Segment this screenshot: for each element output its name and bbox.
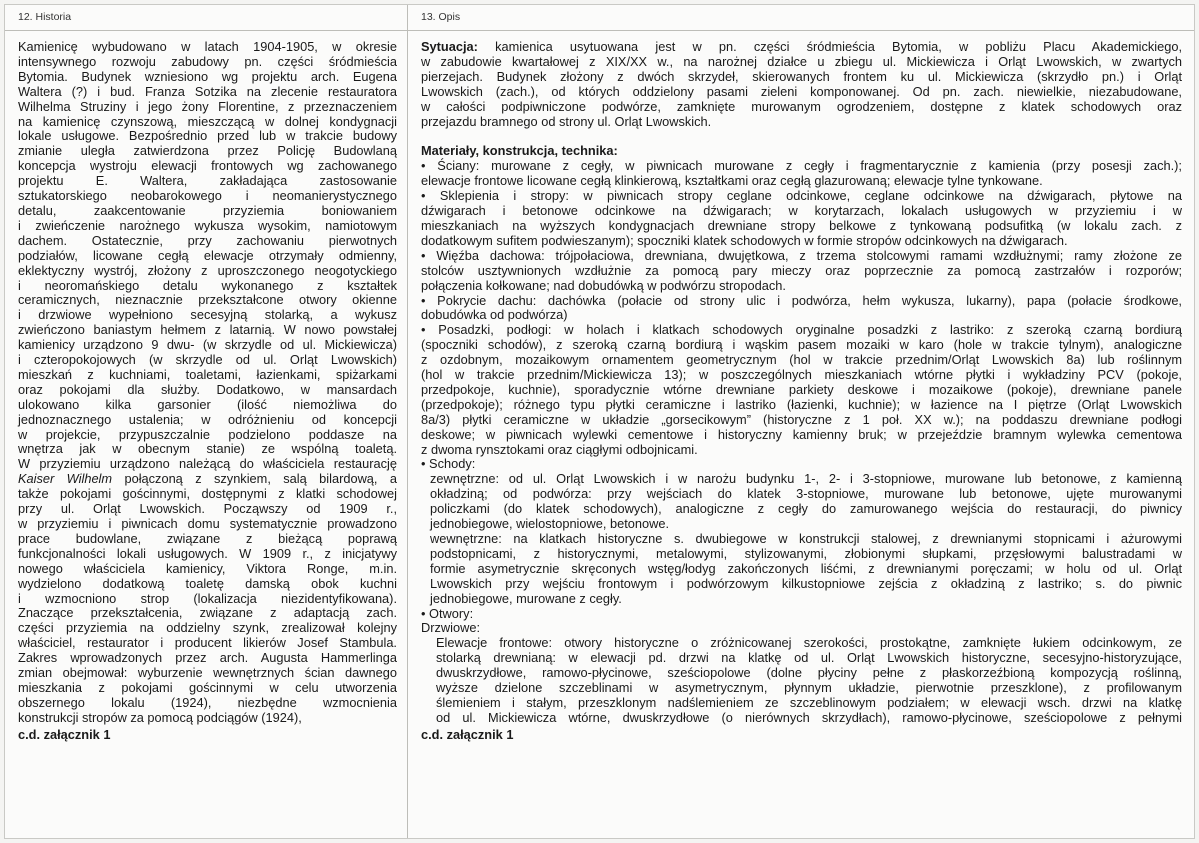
situation-line: w całości podpiwniczone podwórze, zamknięte murowanym ogrodzeniem, dostępne z klatek schodowych oraz — [421, 98, 1182, 114]
situation-line: w zabudowie kwartałowej z XIX/XX w., na narożnej działce u zbiegu ul. Mickiewicza i Orląt Lwowskich, w zwartych — [421, 53, 1182, 69]
history-line: i drzwiowe wypełniono secesyjną stolarką, a wykusz — [18, 307, 397, 323]
document-page — [4, 4, 1195, 839]
history-line: Kaiser Wilhelm połączoną z szynkiem, salą bilardową, a — [18, 471, 397, 487]
materials-line: dodatkowym sufitem podwieszanym); spoczniki klatek schodowych w formie stropów odcinkowych na dźwigarach. — [421, 232, 1068, 248]
history-line: detalu, zaakcentowanie przyziemia boniowaniem — [18, 202, 397, 218]
history-line: eklektyczny wystrój, złożony z uproszczonego neogotyckiego — [18, 262, 397, 278]
materials-line: stolców usztywnionych wzdłużnie za pomocą pary mieczy oraz poprzecznie za pomocą zastrzałów i rozporów; — [421, 262, 1182, 278]
materials-line: od ul. Mickiewicza wtórne, dwuskrzydłowe (o nierównych skrzydłach), ramowo-płycinowe, sześciopolowe z pełnymi — [436, 709, 1182, 725]
history-header: 12. Historia — [5, 5, 407, 31]
materials-line: z ozdobnym, mozaikowym ornamentem geometrycznym (hol w trakcie przednim/Orląt Lwowskich 8a) lub roślinnym — [421, 352, 1182, 368]
history-text — [18, 40, 397, 726]
history-line: intensywnego rozwoju zabudowy pn. części śródmieścia — [18, 53, 397, 69]
history-column — [5, 5, 408, 838]
materials-line: Lwowskich przy wejściu frontowym i podwórzowym kilkustopniowe zejścia z okładziną z lastriko; s. do piwnic — [430, 575, 1182, 591]
materials-text — [421, 159, 1182, 725]
materials-line: Elewacje frontowe: otwory historyczne o zróżnicowanej szerokości, prostokątne, zamknięte łukiem odcinkowym, ze — [436, 635, 1182, 651]
history-line: konstrukcji stropów za pomocą podciągów (1924), — [18, 709, 302, 725]
materials-line: dobudówka od podwórza) — [421, 307, 568, 323]
history-line: W przyziemiu urządzono należącą do właściciela restaurację — [18, 456, 397, 472]
materials-line: połączenia kołkowane; nad dobudówką w podwórzu stropodach. — [421, 277, 786, 293]
materials-line: stolarką drewnianą: w elewacji pd. drzwi na klatkę od ul. Orląt Lwowskich historyczne, secesyjno-historyzujące, — [436, 650, 1182, 666]
materials-line: 8a/3) płytki ceramiczne w układzie „gorsecikowym” (historyczne z 1 poł. XX w.); na poddaszu drewniane podłogi — [421, 411, 1182, 427]
materials-line: • Więźba dachowa: trójpołaciowa, drewniana, dwujętkowa, z trzema stolcowymi ramami wzdłużnymi; ramy złożone ze — [421, 247, 1182, 263]
materials-line: • Posadzki, podłogi: w holach i klatkach schodowych oryginalne posadzki z lastriko: z szeroką czarną bordiurą — [421, 322, 1182, 338]
materials-line: okładziną; od podwórza: przy wejściach do klatek 3-stopniowe, murowane lub betonowe, ujęte murowanymi — [430, 486, 1182, 502]
description-body — [408, 40, 1194, 838]
materials-line: jednobiegowe, murowane z cegły. — [430, 590, 622, 606]
history-line: wnętrza jak w obecnym stanie) ze wspólną toaletą. — [18, 441, 397, 457]
history-footer: c.d. załącznik 1 — [18, 726, 111, 742]
history-line: Wilhelma Struziny i jego żony Florentine, z przeznaczeniem — [18, 98, 397, 114]
history-line: Znaczące przekształcenia, związane z adaptacją zach. — [18, 605, 397, 621]
materials-heading: Materiały, konstrukcja, technika: — [421, 143, 618, 159]
materials-line: mieszkaniach na wyższych kondygnacjach drewniane stropy belkowe z tynkowaną podsufitką (w lokalu zach. z — [421, 217, 1182, 233]
history-line: wydzielono dodatkową toaletę damską obok kuchni — [18, 575, 397, 591]
materials-line: • Schody: — [421, 456, 476, 472]
materials-line: policzkami (do klatek schodowych), analogiczne z cegły do zamurowanego wejścia do restauracji, do piwnicy — [430, 501, 1182, 517]
situation-line: przejazdu bramnego od strony ul. Orląt Lwowskich. — [421, 113, 712, 129]
history-line: w projekcie, przypuszczalnie podzielono poddasze na — [18, 426, 397, 442]
materials-line: jednobiegowe, wielostopniowe, betonowe. — [430, 516, 670, 532]
history-line: jednoznacznego ustalenia; w odróżnieniu od koncepcji — [18, 411, 397, 427]
history-body — [5, 40, 407, 838]
materials-line: • Otwory: — [421, 605, 474, 621]
history-line: oraz pokojami dla służby. Dodatkowo, w mansardach — [18, 381, 397, 397]
history-line: Kamienicę wybudowano w latach 1904-1905, w okresie — [18, 39, 397, 54]
history-line: na kamienicę czynszową, mieszczącą w dolnej kondygnacji — [18, 113, 397, 129]
history-line: funkcjonalności lokali usługowych. W 1909 r., z inicjatywy — [18, 545, 397, 561]
materials-line: Drzwiowe: — [421, 620, 481, 636]
materials-line: (przedpokoje); różnego typu płytki ceramiczne i lastriko (łazienki, kuchnie); w łazience na I piętrze (Orląt Lwowskich — [421, 396, 1182, 412]
description-footer: c.d. załącznik 1 — [421, 726, 514, 742]
materials-line: podstopnicami, z historycznymi, metalowymi, stylizowanymi, złobionymi słupkami, przęsłowymi balustradami w — [430, 545, 1182, 561]
history-line: dachem. Ostatecznie, przy zachowaniu pierwotnych — [18, 232, 397, 248]
history-line: właściciel, restaurator i producent likierów Josef Stambula. — [18, 635, 397, 651]
materials-line: ślemieniem i stałym, przeszklonym nadślemieniem ze szczeblinowym podziałem; w elewacji wsch. drzwi na klatkę — [436, 694, 1182, 710]
history-line: podziałów, licowane cegłą elewacje otrzymały odmienny, — [18, 247, 397, 263]
history-line: nowego właściciela kamienicy, Viktora Ronge, m.in. — [18, 560, 397, 576]
situation-label: Sytuacja: — [421, 39, 478, 54]
history-line: sztukatorskiego neobarokowego i neomanierystycznego — [18, 188, 397, 204]
materials-line: z dwoma rynsztokami oraz ciągłymi odbojnicami. — [421, 441, 698, 457]
materials-line: zewnętrzne: od ul. Orląt Lwowskich i w narożu budynku 1-, 2- i 3-stopniowe, murowane lub betonowe, z kamienną — [430, 471, 1182, 487]
history-line: mieszkań z kuchniami, toaletami, łazienkami, spiżarkami — [18, 366, 397, 382]
history-line: zmian obejmował: wyburzenie wewnętrznych ścian dawnego — [18, 665, 397, 681]
section-gap — [421, 129, 1182, 144]
history-line: zwieńczono baniastym hełmem z latarnią. W nowo powstałej — [18, 322, 397, 338]
situation-line: Sytuacja: kamienica usytuowana jest w pn. części śródmieścia Bytomia, w pobliżu Placu Akademickiego, — [421, 39, 1182, 54]
materials-line: elewacje frontowe licowane cegłą klinkierową, kształtkami oraz cegłą glazurowaną; elewacje tylne tynkowane. — [421, 173, 1043, 189]
materials-line: dwuskrzydłowe, ramowo-płycinowe, sześciopolowe (dolne płyciny pełne z płaskorzeźbioną kompozycją roślinną, — [436, 665, 1182, 681]
materials-line: formie asymetrycznie skręconych wstęg/łodyg zakończonych liśćmi, z drewnianymi poręczami; w holu od ul. Orląt — [430, 560, 1182, 576]
materials-line: • Sklepienia i stropy: w piwnicach stropy ceglane odcinkowe, ceglane odcinkowe na dźwigarach, płytowe na — [421, 188, 1182, 204]
history-line: Waltera (?) i bud. Franza Sotzika na zlecenie restauratora — [18, 83, 397, 99]
materials-line: • Pokrycie dachu: dachówka (połacie od strony ulic i podwórza, hełm wykusza, lukarny), papa (połacie środkowe, — [421, 292, 1182, 308]
history-line: lokale usługowe. Bezpośrednio przed lub w trakcie budowy — [18, 128, 397, 144]
situation-line: pierzejach. Budynek złożony z dwóch skrzydeł, skierowanych frontem ku ul. Mickiewicza (skrzydło pn.) i Orląt — [421, 68, 1182, 84]
history-line: koncepcja wystroju elewacji frontowych wg zachowanego — [18, 158, 397, 174]
history-line: Zakres wprowadzonych przez arch. Augusta Hammerlinga — [18, 650, 397, 666]
history-line: ulokowano kilka garsonier (ilość niemożliwa do — [18, 396, 397, 412]
materials-line: (hol w trakcie przednim/Mickiewicza 13); w poszczególnych mieszkaniach wtórne płytki i wykładziny PCV (pokoje, — [421, 367, 1182, 383]
description-header: 13. Opis — [408, 5, 1194, 31]
history-line: i neoromańskiego detalu wykonanego z kształtek — [18, 277, 397, 293]
materials-line: wyższe dzielone szczeblinami w asymetrycznym, płynnym układzie, pierwotnie przeszklone), z profilowanym — [436, 680, 1182, 696]
materials-line: dźwigarach i betonowe odcinkowe na dźwigarach; w korytarzach, lokalach usługowych w przyziemiu i w — [421, 203, 1182, 219]
history-line: mieszkania z pokojami gościnnymi w celu utworzenia — [18, 679, 397, 695]
history-line: i czteropokojowych (w skrzydle od ul. Orląt Lwowskich) — [18, 352, 397, 368]
situation-line: Lwowskich (zach.), od których oddzielony pasami zieleni komponowanej. Od pn. zach. niewielkie, niezabudowane, — [421, 83, 1182, 99]
history-line: kamienicy urządzono 9 dwu- (w skrzydle od ul. Mickiewicza) — [18, 337, 397, 353]
materials-line: • Ściany: murowane z cegły, w piwnicach murowane z cegły i fragmentarycznie z kamienia (przy posesji zach.); — [421, 158, 1182, 174]
situation-paragraph — [421, 40, 1182, 129]
history-line: także pokojami gościnnymi, dostępnymi z klatki schodowej — [18, 486, 397, 502]
materials-line: deskowe; w piwnicach wylewki cementowe i historyczny kamienny bruk; w przejeździe bramnym wylewka cementowa — [421, 426, 1182, 442]
history-line: i wzmocniono strop (lokalizacja niezidentyfikowana). — [18, 590, 397, 606]
materials-line: (spoczniki schodów), z szeroką czarną bordiurą i wąskim pasem mozaiki w karo (hole w trakcie tylnym), analogiczne — [421, 337, 1182, 353]
materials-line: przedpokoje, kuchnie), sporadycznie wtórne drewniane parkiety deskowe i mozaikowe (pokoje), drewniane panele — [421, 381, 1182, 397]
history-line: ceramicznych, nieznacznie przekształcone otwory okienne — [18, 292, 397, 308]
description-column — [408, 5, 1194, 838]
history-line: Bytomia. Budynek wzniesiono wg projektu arch. Eugena — [18, 68, 397, 84]
history-line: w przyziemiu i piwnicach domu systematycznie prowadzono — [18, 516, 397, 531]
history-line: części przyziemia na oddzielny szynk, zrealizował kolejny — [18, 620, 397, 636]
history-line: obszernego lokalu (1924), niezbędne wzmocnienia — [18, 694, 397, 710]
materials-line: wewnętrzne: na klatkach historyczne s. dwubiegowe w konstrukcji stalowej, z drewnianymi stopnicami i ażurowymi — [430, 531, 1182, 546]
history-line: i zwieńczenie narożnego wykusza wysokim, namiotowym — [18, 217, 397, 233]
history-line: projektu E. Waltera, zakładająca zastosowanie — [18, 173, 397, 189]
history-line: przy ul. Orląt Lwowskich. Począwszy od 1909 r., — [18, 501, 397, 517]
history-line: prace budowlane, związane z bieżącą poprawą — [18, 530, 397, 546]
history-line: zmianie uległa zatwierdzona przez Policję Budowlaną — [18, 143, 397, 159]
